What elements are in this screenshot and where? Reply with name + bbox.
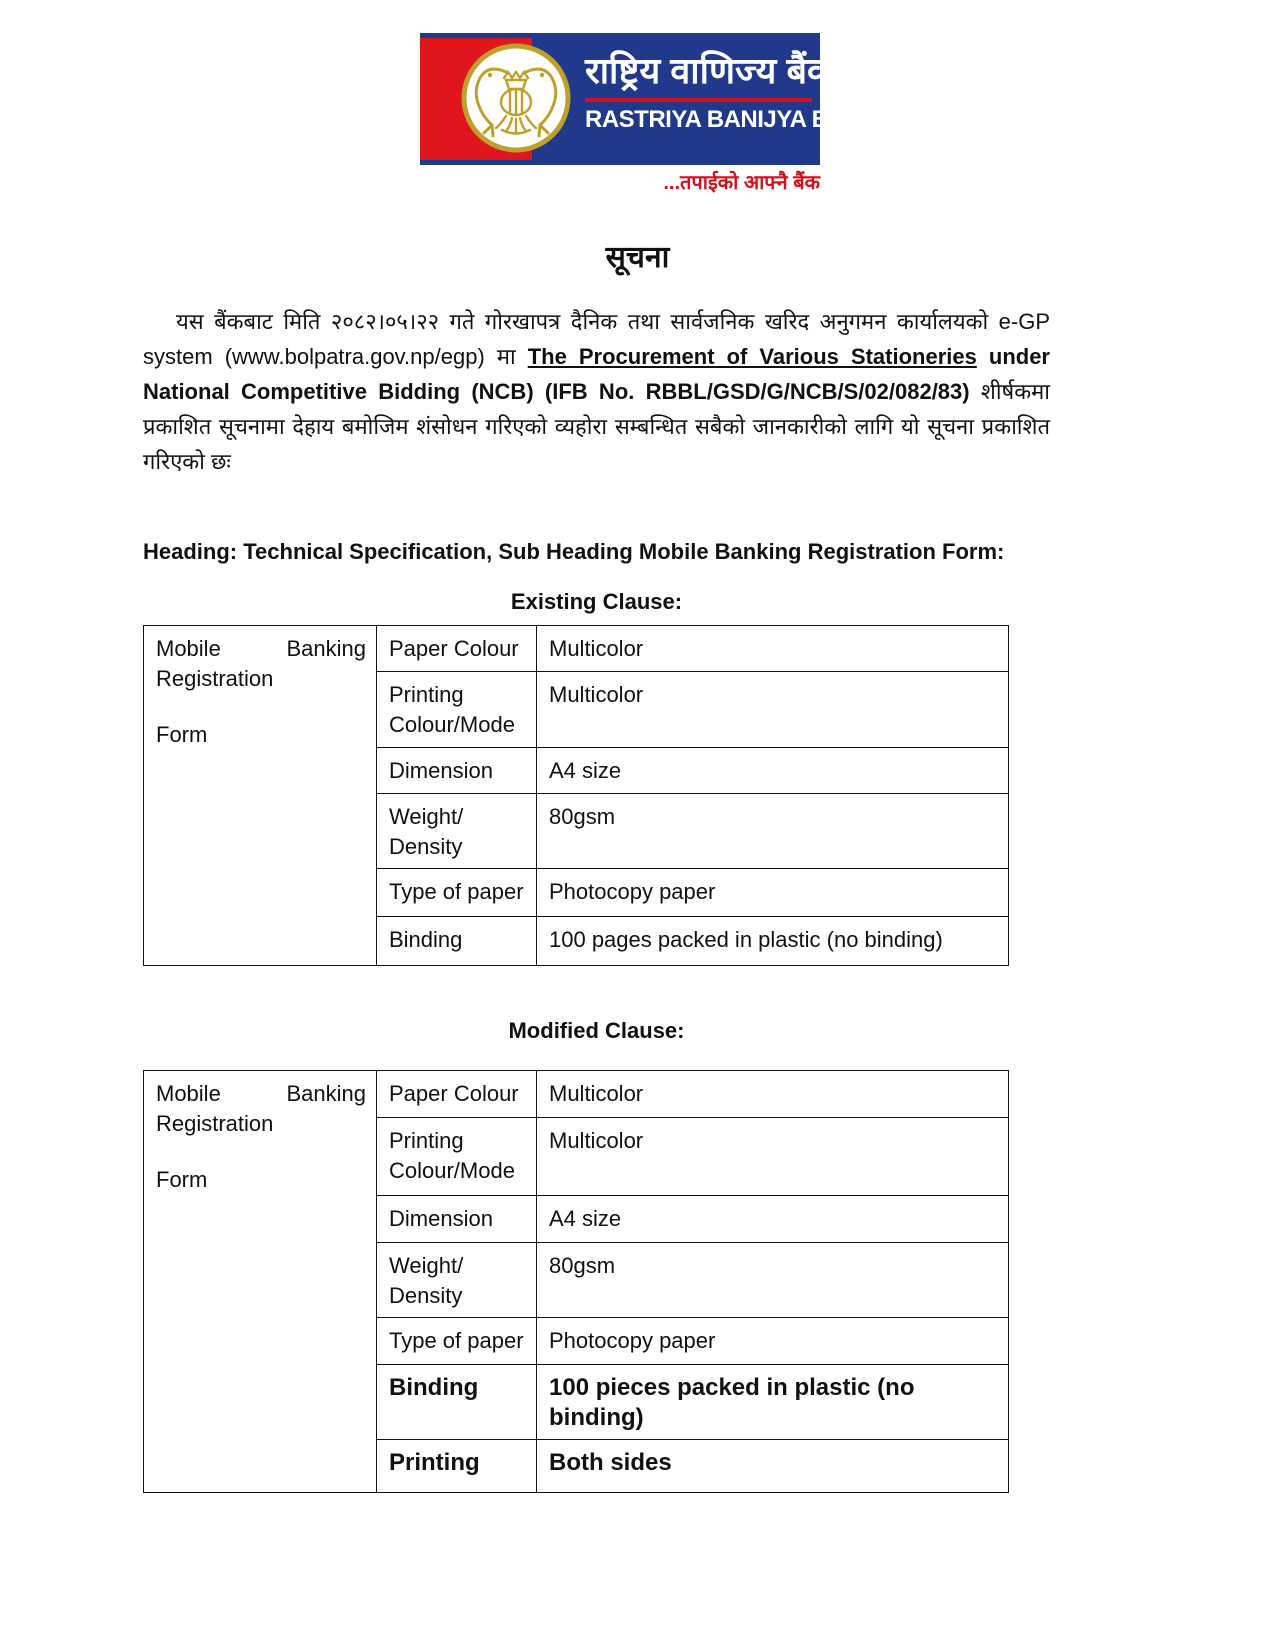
item-word: Mobile — [156, 1081, 221, 1106]
existing-clause-table — [143, 625, 1009, 966]
paragraph-nepali-ma: मा — [496, 344, 528, 369]
twin-fish-kalash-emblem-icon — [460, 42, 572, 154]
item-line — [156, 1079, 366, 1109]
item-word: Mobile — [156, 636, 221, 661]
row-label: Type of paper — [377, 869, 537, 917]
bank-titles — [585, 47, 879, 134]
row-value: Multicolor — [537, 1071, 1009, 1118]
item-name-cell — [144, 1071, 377, 1493]
document-header — [0, 0, 1275, 205]
row-label: Printing Colour/Mode — [377, 1118, 537, 1196]
row-value: Multicolor — [537, 1118, 1009, 1196]
row-value: 80gsm — [537, 794, 1009, 869]
row-label: Paper Colour — [377, 626, 537, 672]
row-label: Weight/ Density — [377, 794, 537, 869]
bank-logo-banner — [420, 33, 879, 165]
notice-content — [0, 235, 1275, 1493]
table-row — [144, 626, 1009, 672]
row-value: A4 size — [537, 1196, 1009, 1243]
item-word: Banking — [286, 1081, 366, 1106]
modified-clause-label: Modified Clause: — [508, 1018, 685, 1043]
row-label: Binding — [377, 917, 537, 966]
item-line: Form — [156, 1167, 208, 1192]
item-line — [156, 634, 366, 664]
row-label: Printing — [377, 1440, 537, 1493]
paragraph-ncb-ifb: under National Competitive Bidding (NCB) (IFB No. RBBL/GSD/G/NCB/S/02/082/83) — [143, 344, 1050, 404]
row-label: Binding — [377, 1365, 537, 1440]
row-value: Photocopy paper — [537, 1318, 1009, 1365]
row-value: 100 pieces packed in plastic (no binding) — [537, 1365, 1009, 1440]
row-value: 80gsm — [537, 1243, 1009, 1318]
item-name-cell — [144, 626, 377, 966]
section-heading: Heading: Technical Specification, Sub Heading Mobile Banking Registration Form: — [143, 539, 1005, 564]
bank-name-english: RASTRIYA BANIJYA BANK — [585, 106, 879, 133]
paragraph-nepali-tail: शीर्षकमा प्रकाशित सूचनामा देहाय बमोजिम शंसोधन गरिएको व्यहोरा सम्बन्धित सबैको जानकारीको लागि यो सूचना प्रकाशित गरिएको छः — [143, 379, 1050, 474]
item-word: Banking — [286, 636, 366, 661]
row-value: Photocopy paper — [537, 869, 1009, 917]
banner-divider — [585, 98, 812, 102]
existing-clause-label: Existing Clause: — [510, 589, 683, 614]
item-line: Registration — [156, 666, 274, 691]
row-value: 100 pages packed in plastic (no binding) — [537, 917, 1009, 966]
item-line: Registration — [156, 1111, 274, 1136]
row-label: Dimension — [377, 748, 537, 794]
bank-name-nepali: राष्ट्रिय वाणिज्य बैंक — [585, 50, 835, 91]
row-value: Both sides — [537, 1440, 1009, 1493]
row-label: Dimension — [377, 1196, 537, 1243]
table-row — [144, 1071, 1009, 1118]
paragraph-egp-system: e-GP system (www.bolpatra.gov.np/egp) — [143, 309, 1050, 369]
modified-clause-table — [143, 1070, 1009, 1493]
row-label: Weight/ Density — [377, 1243, 537, 1318]
paragraph-nepali-lead: यस बैंकबाट मिति २०८२।०५।२२ गते गोरखापत्र दैनिक तथा सार्वजनिक खरिद अनुगमन कार्यालयको — [176, 309, 999, 334]
notice-paragraph — [143, 304, 1050, 479]
paragraph-procurement-title: The Procurement of Various Stationeries — [527, 344, 977, 369]
row-label: Printing Colour/Mode — [377, 672, 537, 748]
row-value: A4 size — [537, 748, 1009, 794]
row-label: Type of paper — [377, 1318, 537, 1365]
row-value: Multicolor — [537, 672, 1009, 748]
bank-tagline: ...तपाईको आफ्नै बैंक — [663, 172, 820, 194]
row-label: Paper Colour — [377, 1071, 537, 1118]
notice-title: सूचना — [605, 240, 670, 275]
row-value: Multicolor — [537, 626, 1009, 672]
item-line: Form — [156, 722, 208, 747]
